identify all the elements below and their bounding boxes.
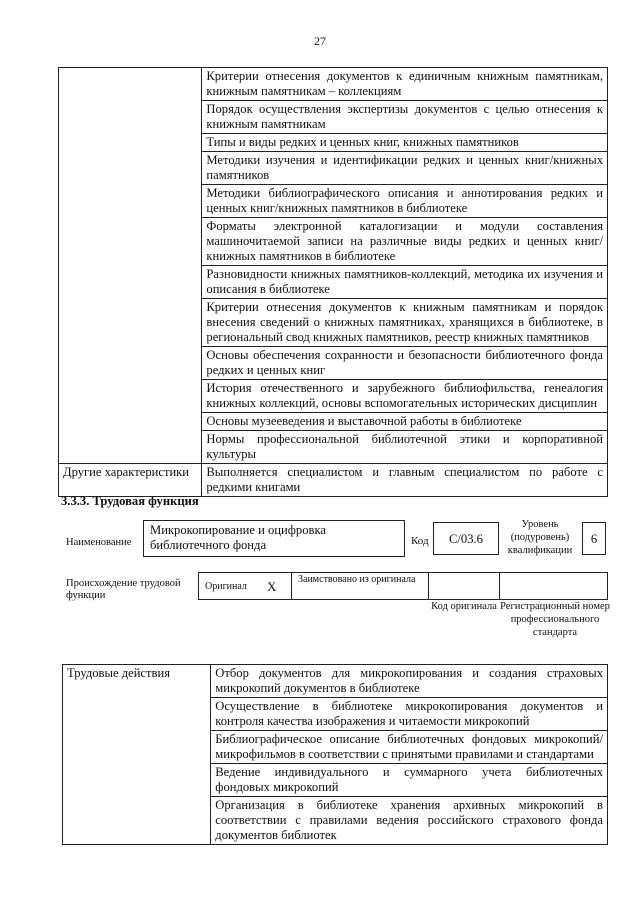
labor-actions-table: [62, 664, 608, 845]
borrowed-label: Заимствовано из оригинала: [298, 574, 416, 585]
table-row: [59, 68, 608, 101]
table-cell: Разновидности книжных памятников-коллекций, методика их изучения и описания в библиотеке: [202, 266, 608, 299]
original-mark: X: [267, 579, 277, 594]
origin-code-cell: [428, 572, 500, 600]
table-cell: Нормы профессиональной библиотечной этики и корпоративной культуры: [202, 431, 608, 464]
knowledge-table: [58, 67, 608, 497]
table-row: [63, 665, 608, 698]
level-label: Уровень (подуровень) квалификации: [507, 519, 573, 556]
table-cell: Выполняется специалистом и главным специалистом по работе с редкими книгами: [202, 464, 608, 497]
table-cell: Форматы электронной каталогизации и модули составления машиночитаемой записи на различные виды редких и ценных книг/книжных памятников в библиотеке: [202, 218, 608, 266]
table-cell: Организация в библиотеке хранения архивных микрокопий в соответствии с правилами ведения российского страхового фонда документов библиотек: [211, 797, 608, 845]
table-cell: Отбор документов для микрокопирования и создания страховых микрокопий документов в библиотеке: [211, 665, 608, 698]
name-label: Наименование: [66, 537, 132, 548]
labor-actions-label: Трудовые действия: [63, 665, 211, 845]
section-title: 3.3.3. Трудовая функция: [61, 494, 199, 508]
table-cell: Методики изучения и идентификации редких и ценных книг/книжных памятников: [202, 152, 608, 185]
table-cell: Библиографическое описание библиотечных фондовых микрокопий/микрофильмов в соответствии с принятыми правилами и стандартами: [211, 731, 608, 764]
table-cell: Критерии отнесения документов к единичным книжным памятникам, книжным памятникам – коллекциям: [202, 68, 608, 101]
table-cell: Типы и виды редких и ценных книг, книжных памятников: [202, 134, 608, 152]
table-cell: Основы обеспечения сохранности и безопасности библиотечного фонда редких и ценных книг: [202, 347, 608, 380]
table-cell: Основы музееведения и выставочной работы в библиотеке: [202, 413, 608, 431]
table-cell: Порядок осуществления экспертизы документов с целью отнесения к книжным памятникам: [202, 101, 608, 134]
origin-original-cell: [198, 572, 292, 600]
function-name-value: Микрокопирование и оцифровка библиотечного фонда: [143, 520, 405, 557]
table-left-cell: [59, 68, 202, 464]
reg-number-label: Регистрационный номер профессионального стандарта: [500, 601, 610, 638]
level-value: 6: [582, 522, 606, 555]
table-cell: Критерии отнесения документов к книжным памятникам и порядок внесения сведений о книжных памятниках, хранящихся в библиотеке, в региональный свод книжных памятников, реестр книжных памятников: [202, 299, 608, 347]
origin-borrowed-cell: [291, 572, 429, 600]
code-value: C/03.6: [433, 522, 499, 555]
table-cell: Ведение индивидуального и суммарного учета библиотечных фондовых микрокопий: [211, 764, 608, 797]
code-original-label: Код оригинала: [431, 601, 497, 612]
table-cell: История отечественного и зарубежного библиофильства, генеалогия книжных коллекций, основы вспомогательных исторических дисциплин: [202, 380, 608, 413]
table-cell: Осуществление в библиотеке микрокопирования документов и контроля качества изображения и читаемости микрокопий: [211, 698, 608, 731]
origin-row: [198, 572, 608, 600]
table-row: [59, 464, 608, 497]
origin-reg-cell: [499, 572, 608, 600]
code-label: Код: [411, 535, 429, 547]
page-number: 27: [314, 34, 326, 48]
other-characteristics-label: Другие характеристики: [59, 464, 202, 497]
original-label: Оригинал: [205, 581, 247, 592]
table-cell: Методики библиографического описания и аннотирования редких и ценных книг/книжных памятников в библиотеке: [202, 185, 608, 218]
origin-label: Происхождение трудовой функции: [66, 578, 181, 601]
